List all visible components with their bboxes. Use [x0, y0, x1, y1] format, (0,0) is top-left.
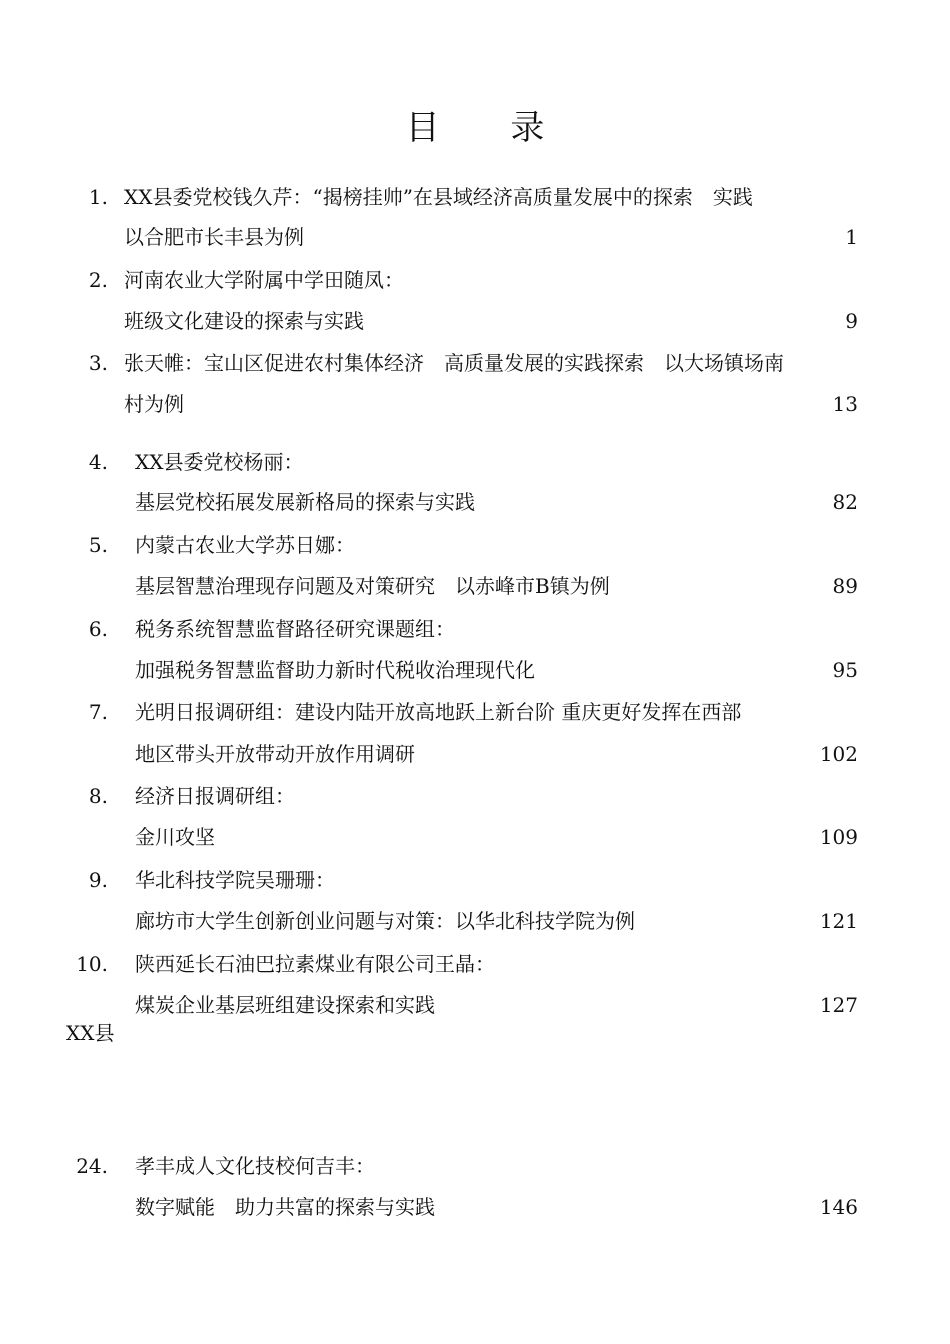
entry-page: 13 — [832, 392, 858, 416]
entry-page: 82 — [832, 490, 858, 514]
page-title: 目 录 — [405, 108, 575, 148]
entry-number: 5. — [88, 533, 108, 557]
entry-number: 3. — [88, 351, 108, 375]
entry-number: 2. — [88, 268, 108, 292]
entry-page: 102 — [819, 742, 858, 766]
entry-subtitle: 煤炭企业基层班组建设探索和实践 — [135, 993, 435, 1017]
entry-subtitle: 加强税务智慧监督助力新时代税收治理现代化 — [135, 658, 535, 682]
entry-number: 10. — [76, 952, 108, 976]
entry-page: 95 — [832, 658, 858, 682]
entry-page: 1 — [845, 225, 858, 249]
entry-page: 121 — [819, 909, 858, 933]
entry-page: 127 — [819, 993, 858, 1017]
entry-title: 光明日报调研组：建设内陆开放高地跃上新台阶 重庆更好发挥在西部 — [135, 700, 742, 724]
entry-number: 4. — [88, 450, 108, 474]
entry-subtitle: 数字赋能 助力共富的探索与实践 — [135, 1195, 435, 1219]
entry-title: XX县委党校杨丽： — [135, 450, 304, 474]
entry-title: XX县委党校钱久芹：“揭榜挂帅”在县域经济高质量发展中的探索 实践 — [124, 185, 753, 209]
entry-number: 7. — [88, 700, 108, 724]
entry-page: 9 — [845, 309, 858, 333]
entry-title: 河南农业大学附属中学田随凤： — [124, 268, 404, 292]
entry-title: 内蒙古农业大学苏日娜： — [135, 533, 355, 557]
entry-page: 89 — [832, 574, 858, 598]
entry-title: 税务系统智慧监督路径研究课题组： — [135, 617, 455, 641]
entry-title: 经济日报调研组： — [135, 784, 295, 808]
entry-subtitle: 廊坊市大学生创新创业问题与对策：以华北科技学院为例 — [135, 909, 635, 933]
entry-subtitle: 以合肥市长丰县为例 — [124, 225, 304, 249]
entry-number: 6. — [88, 617, 108, 641]
entry-page: 146 — [819, 1195, 858, 1219]
entry-title: 张天帷：宝山区促进农村集体经济 高质量发展的实践探索 以大场镇场南 — [124, 351, 784, 375]
entry-subtitle: 金川攻坚 — [135, 825, 215, 849]
entry-page: 109 — [819, 825, 858, 849]
entry-number: 9. — [88, 868, 108, 892]
entry-subtitle: 基层智慧治理现存问题及对策研究 以赤峰市B镇为例 — [135, 574, 610, 598]
stray-text: XX县 — [66, 1021, 115, 1045]
entry-title: 华北科技学院吴珊珊： — [135, 868, 335, 892]
entry-number: 24. — [76, 1154, 108, 1178]
entry-subtitle: 基层党校拓展发展新格局的探索与实践 — [135, 490, 475, 514]
entry-title: 陕西延长石油巴拉素煤业有限公司王晶： — [135, 952, 495, 976]
entry-number: 8. — [88, 784, 108, 808]
entry-number: 1. — [88, 185, 108, 209]
entry-subtitle: 地区带头开放带动开放作用调研 — [135, 742, 415, 766]
entry-subtitle: 班级文化建设的探索与实践 — [124, 309, 364, 333]
entry-subtitle: 村为例 — [124, 392, 184, 416]
entry-title: 孝丰成人文化技校何吉丰： — [135, 1154, 375, 1178]
